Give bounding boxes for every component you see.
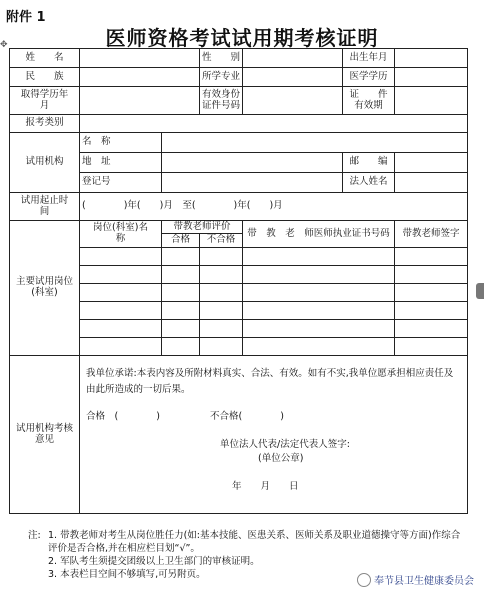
table-row[interactable] (80, 284, 162, 302)
label-reg-no: 登记号 (80, 173, 162, 193)
label-ethnicity: 民 族 (10, 68, 80, 87)
label-postcode: 邮 编 (343, 153, 395, 173)
value-period[interactable]: ( )年( )月 至( )年( )月 (80, 193, 468, 221)
note-item: 1. 带教老师对考生从岗位胜任力(如:基本技能、医患关系、医师关系及职业道德操守等方面)作综合评价是否合格,并在相应栏目划“√”。 (48, 530, 461, 554)
value-ethnicity[interactable] (80, 68, 200, 87)
header-evaluation: 带教老师评价 (162, 221, 243, 234)
label-inst-name: 名 称 (80, 133, 162, 153)
pass-option[interactable]: 合格 ( ) (86, 411, 160, 422)
value-birth[interactable] (395, 49, 468, 68)
certificate-form-table (9, 48, 468, 514)
header-teacher-cert: 带 教 老 师医师执业证书号码 (243, 221, 395, 248)
header-post: 岗位(科室)名 称 (80, 221, 162, 248)
value-name[interactable] (80, 49, 200, 68)
label-birth: 出生年月 (343, 49, 395, 68)
label-period: 试用起止时 间 (10, 193, 80, 221)
value-reg-no[interactable] (162, 173, 343, 193)
label-graduation: 取得学历年 月 (10, 87, 80, 115)
label-gender: 性 别 (200, 49, 243, 68)
wechat-icon (357, 573, 371, 587)
rep-signature[interactable]: 单位法人代表/法定代表人签字: (220, 439, 350, 450)
value-inst-address[interactable] (162, 153, 343, 173)
label-degree: 医学学历 (343, 68, 395, 87)
watermark-text: 奉节县卫生健康委员会 (374, 576, 474, 587)
table-row[interactable] (80, 266, 162, 284)
side-scroll-handle[interactable] (476, 283, 484, 299)
table-row[interactable] (80, 338, 162, 356)
table-row[interactable] (80, 248, 162, 266)
page-title: 医师资格考试试用期考核证明 (105, 26, 379, 50)
review-date[interactable]: 年 月 日 (232, 481, 299, 492)
value-exam-category[interactable] (80, 115, 468, 133)
label-major: 所学专业 (200, 68, 243, 87)
label-review: 试用机构考核意见 (10, 356, 80, 514)
header-teacher-sign: 带教老师签字 (395, 221, 468, 248)
label-legal-rep: 法人姓名 (343, 173, 395, 193)
label-id-type: 有效身份证件号码 (200, 87, 243, 115)
value-degree[interactable] (395, 68, 468, 87)
label-exam-category: 报考类别 (10, 115, 80, 133)
note-item: 2. 军队考生须提交团级以上卫生部门的审核证明。 (48, 556, 260, 567)
fail-option[interactable]: 不合格( ) (210, 411, 284, 422)
attachment-label: 附件 1 (6, 10, 46, 25)
value-id-number[interactable] (243, 87, 343, 115)
label-name: 姓 名 (10, 49, 80, 68)
header-unqualified: 不合格 (200, 234, 243, 248)
label-inst-address: 地 址 (80, 153, 162, 173)
unit-seal: (单位公章) (258, 453, 304, 464)
value-postcode[interactable] (395, 153, 468, 173)
table-row[interactable] (80, 320, 162, 338)
note-item: 3. 本表栏目空间不够填写,可另附页。 (48, 569, 206, 580)
value-legal-rep[interactable] (395, 173, 468, 193)
watermark (357, 572, 474, 587)
value-gender[interactable] (243, 49, 343, 68)
label-validity: 证 件有效期 (343, 87, 395, 115)
header-qualified: 合格 (162, 234, 200, 248)
drag-handle-icon[interactable]: ✥ (0, 40, 8, 50)
value-inst-name[interactable] (162, 133, 468, 153)
table-row[interactable] (80, 302, 162, 320)
value-major[interactable] (243, 68, 343, 87)
value-validity[interactable] (395, 87, 468, 115)
label-institution: 试用机构 (10, 133, 80, 193)
notes-label: 注: (28, 530, 41, 541)
value-graduation[interactable] (80, 87, 200, 115)
review-cell[interactable] (80, 356, 468, 514)
label-positions: 主要试用岗位(科室) (10, 221, 80, 356)
commitment-text: 我单位承诺:本表内容及所附材料真实、合法、有效。如有不实,我单位愿承担相应责任及由此所造成的一切后果。 (86, 368, 454, 395)
